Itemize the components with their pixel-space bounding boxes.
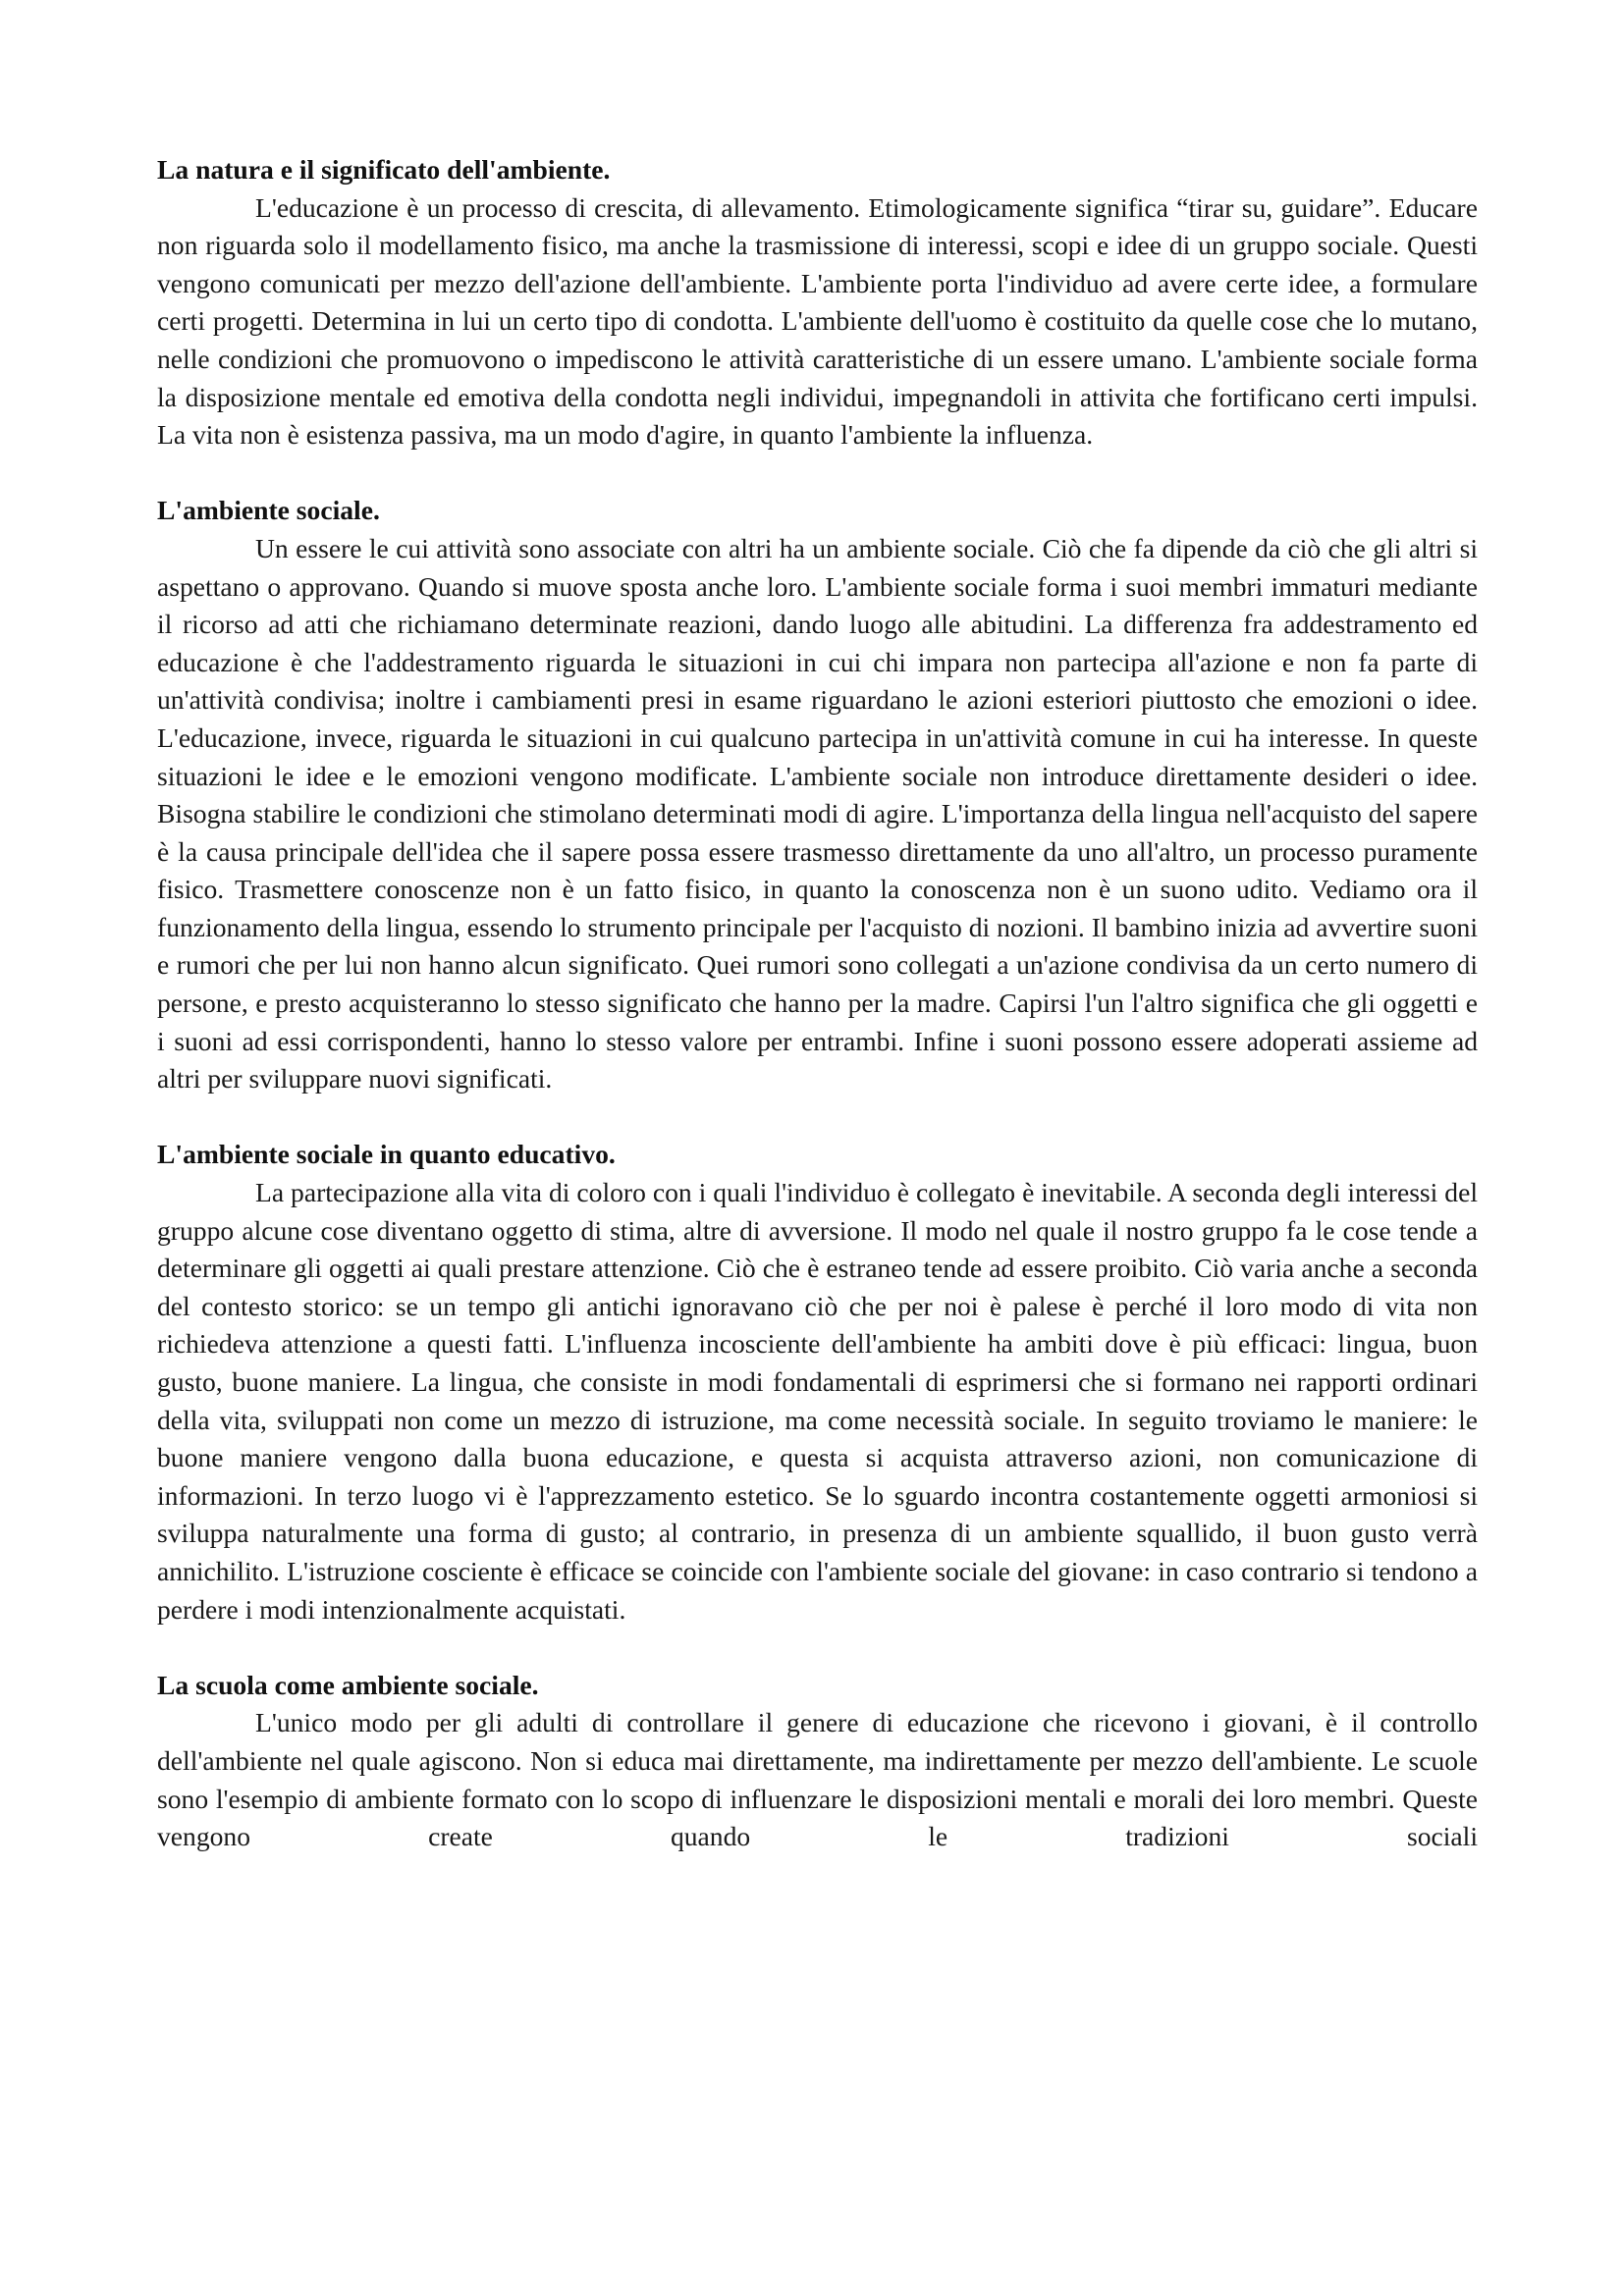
section-heading: La natura e il significato dell'ambiente. (157, 154, 611, 185)
section-heading: L'ambiente sociale in quanto educativo. (157, 1139, 616, 1170)
section-nature-of-environment (157, 151, 1478, 454)
section-paragraph: Un essere le cui attività sono associate con altri ha un ambiente sociale. Ciò che fa dipende da ciò che gli altri si aspettano o approvano. Quando si muove sposta anche loro. L'ambiente sociale forma i suoi membri immaturi mediante il ricorso ad atti che richiamano determinate reazioni, dando luogo alle abitudini. La differenza fra addestramento ed educazione è che l'addestramento riguarda le situazioni in cui chi impara non partecipa all'azione e non fa parte di un'attività condivisa; inoltre i cambiamenti presi in esame riguardano le azioni esteriori piuttosto che emozioni o idee. L'educazione, invece, riguarda le situazioni in cui qualcuno partecipa in un'attività comune in cui ha interesse. In queste situazioni le idee e le emozioni vengono modificate. L'ambiente sociale non introduce direttamente desideri o idee. Bisogna stabilire le condizioni che stimolano determinati modi di agire. L'importanza della lingua nell'acquisto del sapere è la causa principale dell'idea che il sapere possa essere trasmesso direttamente da uno all'altro, un processo puramente fisico. Trasmettere conoscenze non è un fatto fisico, in quanto la conoscenza non è un suono udito. Vediamo ora il funzionamento della lingua, essendo lo strumento principale per l'acquisto di nozioni. Il bambino inizia ad avvertire suoni e rumori che per lui non hanno alcun significato. Quei rumori sono collegati a un'azione condivisa da un certo numero di persone, e presto acquisteranno lo stesso significato che hanno per la madre. Capirsi l'un l'altro significa che gli oggetti e i suoni ad essi corrispondenti, hanno lo stesso valore per entrambi. Infine i suoni possono essere adoperati assieme ad altri per sviluppare nuovi significati. (157, 532, 1478, 1095)
section-social-environment (157, 492, 1478, 1098)
document-page (157, 151, 1478, 1856)
section-educational-environment (157, 1136, 1478, 1629)
section-paragraph: L'educazione è un processo di crescita, di allevamento. Etimologicamente significa “tirar su, guidare”. Educare non riguarda solo il modellamento fisico, ma anche la trasmissione di interessi, scopi e idee di un gruppo sociale. Questi vengono comunicati per mezzo dell'azione dell'ambiente. L'ambiente porta l'individuo ad avere certe idee, a formulare certi progetti. Determina in lui un certo tipo di condotta. L'ambiente dell'uomo è costituito da quelle cose che lo mutano, nelle condizioni che promuovono o impediscono le attività caratteristiche di un essere umano. L'ambiente sociale forma la disposizione mentale ed emotiva della condotta negli individui, impegnandoli in attivita che fortificano certi impulsi. La vita non è esistenza passiva, ma un modo d'agire, in quanto l'ambiente la influenza. (157, 191, 1478, 451)
section-paragraph: L'unico modo per gli adulti di controllare il genere di educazione che ricevono i giovani, è il controllo dell'ambiente nel quale agiscono. Non si educa mai direttamente, ma indirettamente per mezzo dell'ambiente. Le scuole sono l'esempio di ambiente formato con lo scopo di influenzare le disposizioni mentali e morali dei loro membri. Queste vengono create quando le tradizioni sociali (157, 1707, 1478, 1852)
section-paragraph: La partecipazione alla vita di coloro con i quali l'individuo è collegato è inevitabile. A seconda degli interessi del gruppo alcune cose diventano oggetto di stima, altre di avversione. Il modo nel quale il nostro gruppo fa le cose tende a determinare gli oggetti ai quali prestare attenzione. Ciò che è estraneo tende ad essere proibito. Ciò varia anche a seconda del contesto storico: se un tempo gli antichi ignoravano ciò che per noi è palese è perché il loro modo di vita non richiedeva attenzione a questi fatti. L'influenza incosciente dell'ambiente ha ambiti dove è più efficaci: lingua, buon gusto, buone maniere. La lingua, che consiste in modi fondamentali di esprimersi che si formano nei rapporti ordinari della vita, sviluppati non come un mezzo di istruzione, ma come necessità sociale. In seguito troviamo le maniere: le buone maniere vengono dalla buona educazione, e questa si acquista attraverso azioni, non comunicazione di informazioni. In terzo luogo vi è l'apprezzamento estetico. Se lo sguardo incontra costantemente oggetti armoniosi si sviluppa naturalmente una forma di gusto; al contrario, in presenza di un ambiente squallido, il buon gusto verrà annichilito. L'istruzione cosciente è efficace se coincide con l'ambiente sociale del giovane: in caso contrario si tendono a perdere i modi intenzionalmente acquistati. (157, 1177, 1478, 1625)
section-heading: L'ambiente sociale. (157, 495, 380, 526)
section-heading: La scuola come ambiente sociale. (157, 1669, 539, 1700)
section-school-environment (157, 1667, 1478, 1856)
